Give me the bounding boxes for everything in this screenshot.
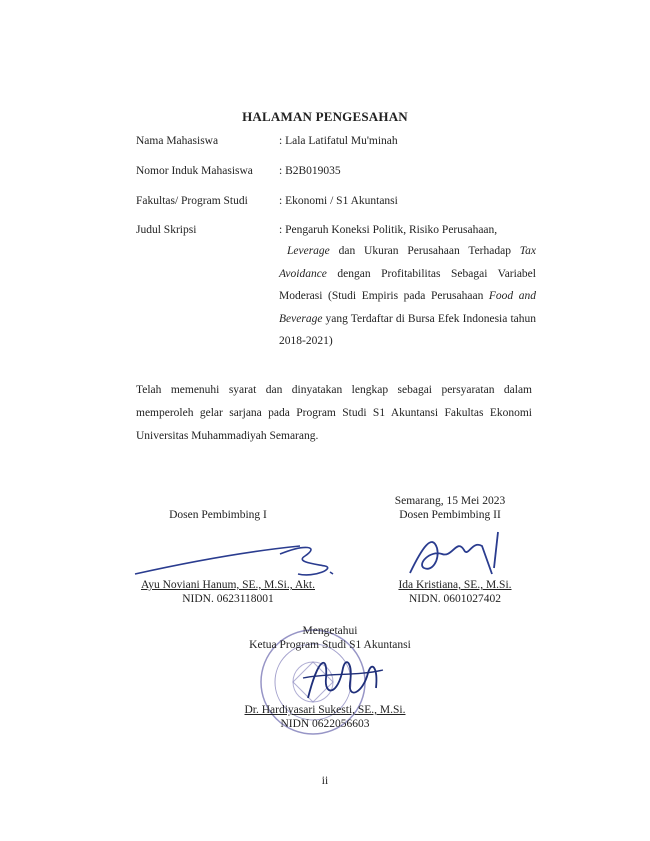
approval-line2: Ketua Program Studi S1 Akuntansi bbox=[249, 639, 411, 651]
approval-line1: Mengetahui bbox=[302, 625, 358, 637]
page-number: ii bbox=[321, 775, 329, 787]
approval-statement: Telah memenuhi syarat dan dinyatakan lengkap sebagai persyaratan dalam memperoleh gelar sarjana pada Program Studi S1 Akuntansi Fakultas Ekonomi Universitas Muhammadiyah Semarang. bbox=[136, 384, 532, 442]
field-value-faculty: : Ekonomi / S1 Akuntansi bbox=[279, 195, 398, 207]
italic-leverage: Leverage bbox=[287, 245, 330, 257]
advisor1-role: Dosen Pembimbing I bbox=[169, 509, 267, 521]
page-title: HALAMAN PENGESAHAN bbox=[242, 109, 408, 124]
field-label-faculty: Fakultas/ Program Studi bbox=[136, 195, 248, 207]
field-value-thesis-title: : Pengaruh Koneksi Politik, Risiko Perusahaan, bbox=[279, 224, 498, 236]
italic-tax-avoidance: Tax Avoidance bbox=[279, 245, 536, 280]
field-value-name: : Lala Latifatul Mu'minah bbox=[279, 135, 398, 147]
advisor1-name: Ayu Noviani Hanum, SE., M.Si., Akt. bbox=[140, 579, 315, 591]
title-text-3: yang Terdaftar di Bursa Efek Indonesia tahun 2018-2021) bbox=[279, 312, 536, 347]
advisor1-nidn: NIDN. 0623118001 bbox=[182, 593, 274, 605]
field-label-nim: Nomor Induk Mahasiswa bbox=[136, 165, 253, 177]
field-value-nim: : B2B019035 bbox=[279, 165, 341, 177]
italic-food-beverage: Food and Beverage bbox=[279, 290, 537, 325]
advisor2-role: Dosen Pembimbing II bbox=[399, 509, 501, 521]
head-of-program-signature bbox=[298, 648, 388, 708]
title-text-1: dan Ukuran Perusahaan Terhadap bbox=[329, 245, 520, 257]
head-of-program-name: Dr. Hardiyasari Sukesti, SE., M.Si. bbox=[244, 704, 406, 716]
field-label-name: Nama Mahasiswa bbox=[136, 135, 219, 147]
head-of-program-nidn: NIDN 0622056603 bbox=[280, 718, 370, 730]
thesis-title-continuation bbox=[279, 240, 536, 353]
title-text-2: dengan Profitabilitas Sebagai Variabel Moderasi (Studi Empiris pada Perusahaan bbox=[279, 267, 536, 302]
field-label-thesis-title: Judul Skripsi bbox=[136, 224, 197, 236]
advisor2-signature bbox=[402, 528, 512, 578]
advisor2-name: Ida Kristiana, SE., M.Si. bbox=[398, 579, 512, 591]
advisor2-nidn: NIDN. 0601027402 bbox=[409, 593, 501, 605]
place-date: Semarang, 15 Mei 2023 bbox=[394, 495, 506, 507]
